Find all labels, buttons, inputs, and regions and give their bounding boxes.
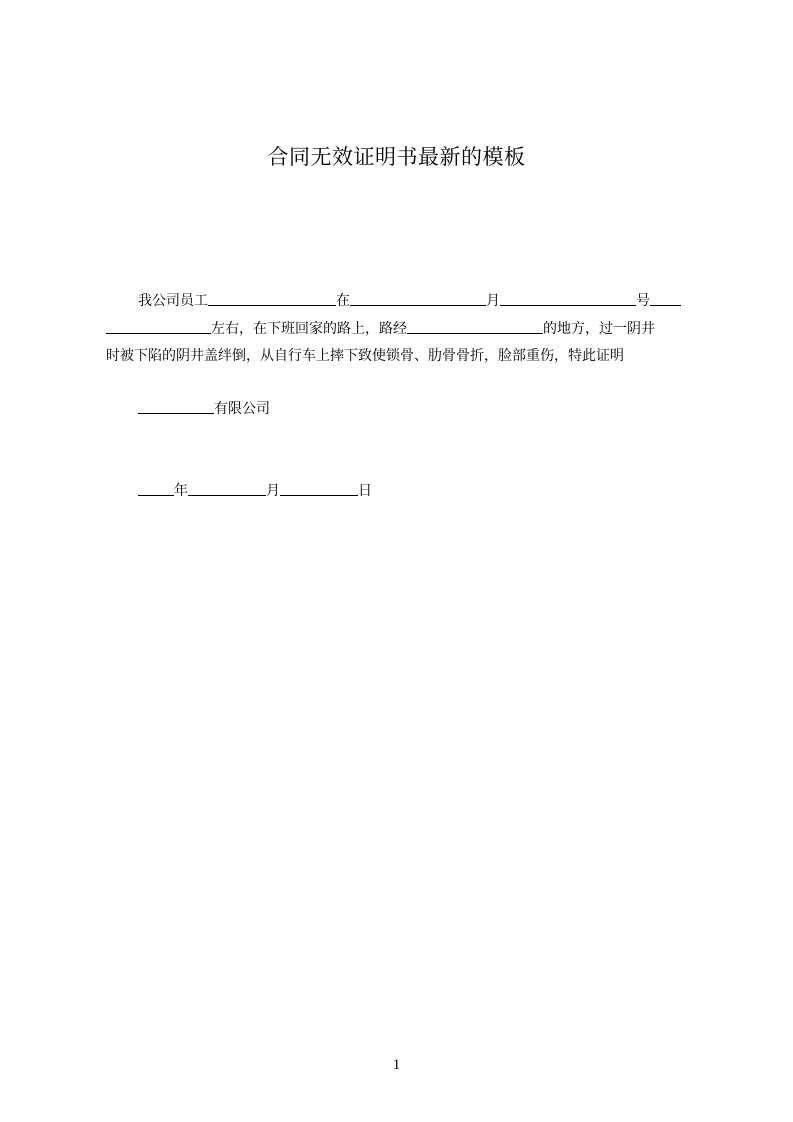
date-day-blank (280, 480, 358, 496)
date-day-label: 日 (358, 483, 372, 499)
company-suffix: 有限公司 (214, 401, 270, 417)
document-title: 合同无效证明书最新的模板 (267, 145, 526, 169)
date-month-label: 月 (266, 483, 280, 499)
date-year-blank (138, 480, 174, 496)
text-day: 号 (636, 293, 650, 309)
month-blank (500, 290, 636, 306)
year-blank (350, 290, 486, 306)
text-route: 左右，在下班回家的路上，路经 (211, 321, 407, 337)
location-blank (407, 318, 543, 334)
body-line-2 (106, 318, 655, 339)
day-blank (650, 290, 681, 306)
text-place: 的地方，过一阴井 (543, 321, 655, 337)
employee-name-blank (208, 290, 336, 306)
date-year-label: 年 (174, 483, 188, 499)
text-at: 在 (336, 293, 350, 309)
date-month-blank (188, 480, 266, 496)
signature-line (138, 398, 270, 419)
time-blank (106, 318, 211, 334)
body-line-1 (138, 290, 681, 311)
body-line-3: 时被下陷的阴井盖绊倒，从自行车上摔下致使锁骨、肋骨骨折，脸部重伤，特此证明 (106, 348, 624, 364)
page-number: 1 (392, 1057, 401, 1073)
text-employee-prefix: 我公司员工 (138, 293, 208, 309)
date-line (138, 480, 372, 501)
company-name-blank (138, 398, 214, 414)
text-month: 月 (486, 293, 500, 309)
